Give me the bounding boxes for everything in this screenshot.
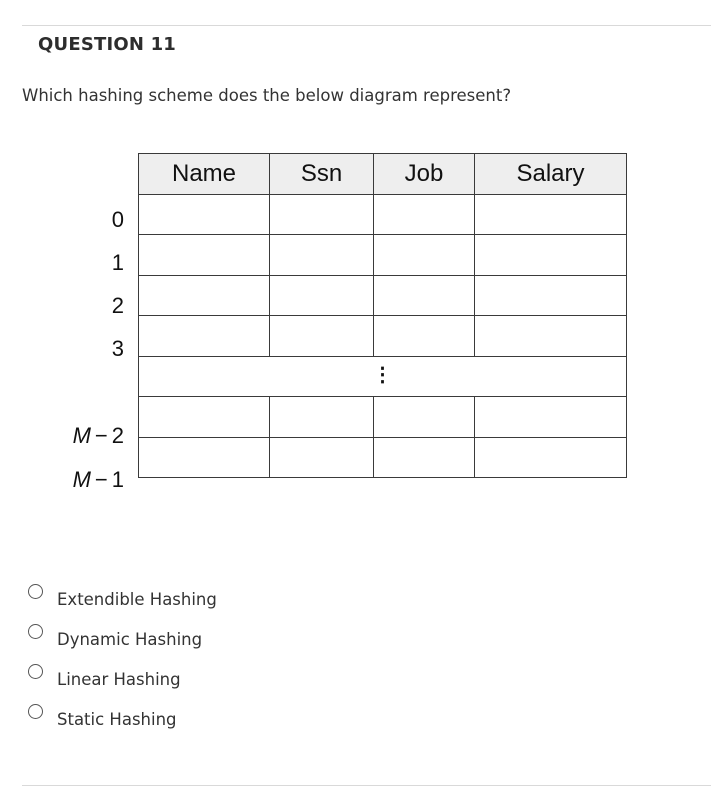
cell: [475, 275, 627, 316]
option-dynamic-hashing[interactable]: [28, 628, 202, 650]
cell: [374, 275, 475, 316]
radio-button[interactable]: [28, 704, 43, 719]
label-var: M: [72, 467, 91, 492]
cell: [374, 397, 475, 438]
row-label-m-minus-2: [73, 423, 124, 449]
table-row: [139, 397, 627, 438]
ellipsis-cell: [139, 356, 627, 397]
label-num: 2: [111, 423, 124, 448]
header-salary: Salary: [475, 154, 627, 195]
question-prompt: Which hashing scheme does the below diagram represent?: [22, 86, 512, 105]
hash-bucket-table: [138, 153, 627, 478]
table-row-ellipsis: [139, 356, 627, 397]
row-label-m-minus-1: [73, 467, 124, 493]
row-label-2: 2: [111, 293, 124, 318]
cell: [374, 235, 475, 276]
radio-button[interactable]: [28, 584, 43, 599]
cell: [475, 437, 627, 478]
cell: [270, 275, 374, 316]
option-label: Dynamic Hashing: [57, 629, 203, 649]
label-op: −: [94, 423, 108, 448]
cell: [139, 397, 270, 438]
option-linear-hashing[interactable]: [28, 668, 181, 690]
cell: [374, 194, 475, 235]
table-row: [139, 275, 627, 316]
option-label: Extendible Hashing: [57, 589, 217, 609]
cell: [139, 194, 270, 235]
option-extendible-hashing[interactable]: [28, 588, 217, 610]
cell: [475, 316, 627, 357]
cell: [475, 397, 627, 438]
label-var: M: [72, 423, 91, 448]
option-label: Linear Hashing: [57, 669, 181, 689]
question-title: QUESTION 11: [38, 34, 177, 55]
cell: [270, 194, 374, 235]
table-row: [139, 194, 627, 235]
header-job: Job: [374, 154, 475, 195]
cell: [270, 397, 374, 438]
cell: [374, 437, 475, 478]
cell: [139, 235, 270, 276]
cell: [475, 235, 627, 276]
option-static-hashing[interactable]: [28, 708, 177, 730]
radio-button[interactable]: [28, 624, 43, 639]
vertical-ellipsis: ⋮: [372, 364, 393, 387]
table-header-row: [139, 154, 627, 195]
cell: [139, 275, 270, 316]
option-label: Static Hashing: [57, 709, 177, 729]
label-num: 1: [111, 467, 124, 492]
cell: [475, 194, 627, 235]
radio-button[interactable]: [28, 664, 43, 679]
header-ssn: Ssn: [270, 154, 374, 195]
cell: [139, 437, 270, 478]
row-label-1: 1: [111, 250, 124, 275]
row-label-3: 3: [111, 336, 124, 361]
label-op: −: [94, 467, 108, 492]
cell: [139, 316, 270, 357]
row-label-0: 0: [111, 207, 124, 232]
cell: [270, 316, 374, 357]
table-row: [139, 235, 627, 276]
cell: [270, 437, 374, 478]
bottom-divider: [22, 785, 711, 786]
table-row: [139, 437, 627, 478]
cell: [374, 316, 475, 357]
table-row: [139, 316, 627, 357]
header-name: Name: [139, 154, 270, 195]
cell: [270, 235, 374, 276]
